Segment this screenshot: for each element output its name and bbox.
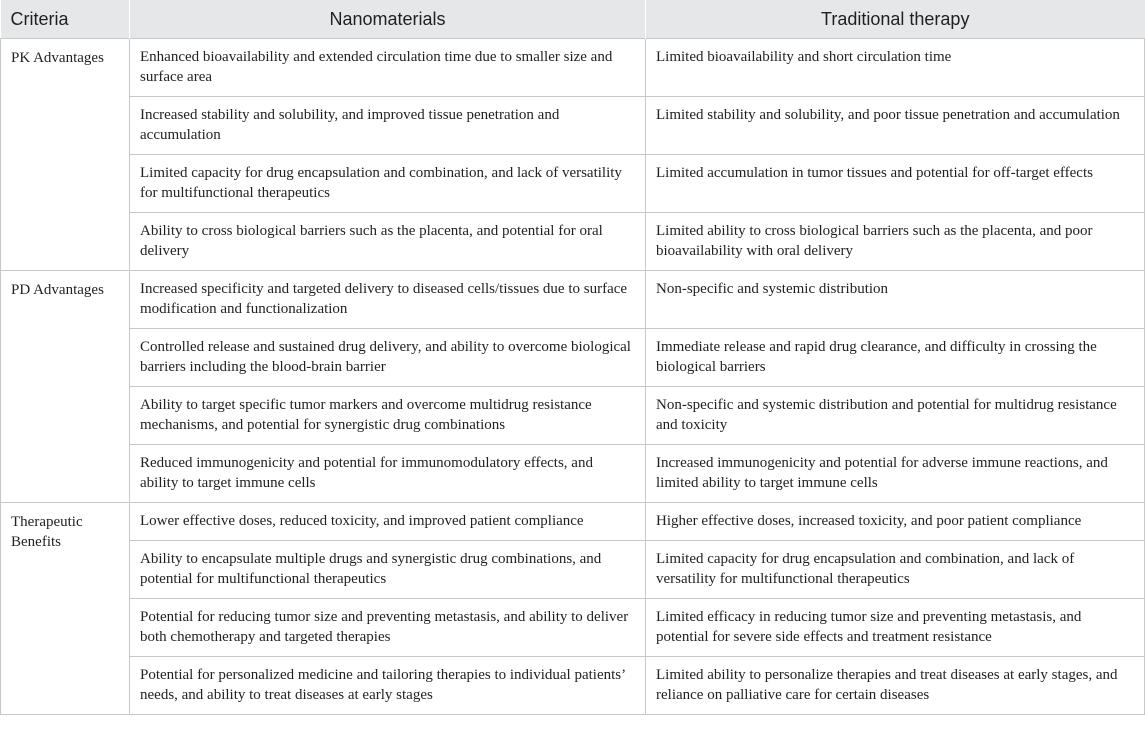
nanomaterials-cell: Potential for reducing tumor size and preventing metastasis, and ability to deliver both chemotherapy and targeted therapies bbox=[130, 598, 646, 656]
traditional-cell: Limited bioavailability and short circulation time bbox=[646, 38, 1145, 96]
nanomaterials-cell: Ability to target specific tumor markers and overcome multidrug resistance mechanisms, and potential for synergistic drug combinations bbox=[130, 386, 646, 444]
nanomaterials-cell: Ability to cross biological barriers such as the placenta, and potential for oral delivery bbox=[130, 212, 646, 270]
criteria-cell: PK Advantages bbox=[1, 38, 130, 270]
nanomaterials-cell: Enhanced bioavailability and extended circulation time due to smaller size and surface area bbox=[130, 38, 646, 96]
table-row bbox=[1, 386, 1145, 444]
nanomaterials-cell: Lower effective doses, reduced toxicity, and improved patient compliance bbox=[130, 502, 646, 540]
traditional-cell: Limited efficacy in reducing tumor size and preventing metastasis, and potential for severe side effects and treatment resistance bbox=[646, 598, 1145, 656]
traditional-cell: Non-specific and systemic distribution bbox=[646, 270, 1145, 328]
table-row bbox=[1, 598, 1145, 656]
traditional-cell: Limited accumulation in tumor tissues and potential for off-target effects bbox=[646, 154, 1145, 212]
criteria-cell: Therapeutic Benefits bbox=[1, 502, 130, 714]
header-traditional-therapy: Traditional therapy bbox=[646, 0, 1145, 38]
header-criteria: Criteria bbox=[1, 0, 130, 38]
criteria-cell: PD Advantages bbox=[1, 270, 130, 502]
table-header-row bbox=[1, 0, 1145, 38]
table-row bbox=[1, 444, 1145, 502]
traditional-cell: Limited stability and solubility, and poor tissue penetration and accumulation bbox=[646, 96, 1145, 154]
nanomaterials-cell: Increased stability and solubility, and improved tissue penetration and accumulation bbox=[130, 96, 646, 154]
table-row bbox=[1, 656, 1145, 714]
nanomaterials-cell: Limited capacity for drug encapsulation and combination, and lack of versatility for multifunctional therapeutics bbox=[130, 154, 646, 212]
table-row bbox=[1, 212, 1145, 270]
traditional-cell: Increased immunogenicity and potential for adverse immune reactions, and limited ability to target immune cells bbox=[646, 444, 1145, 502]
table-row bbox=[1, 96, 1145, 154]
traditional-cell: Limited ability to cross biological barriers such as the placenta, and poor bioavailability with oral delivery bbox=[646, 212, 1145, 270]
nanomaterials-cell: Ability to encapsulate multiple drugs and synergistic drug combinations, and potential for multifunctional therapeutics bbox=[130, 540, 646, 598]
traditional-cell: Higher effective doses, increased toxicity, and poor patient compliance bbox=[646, 502, 1145, 540]
header-nanomaterials: Nanomaterials bbox=[130, 0, 646, 38]
nanomaterials-cell: Controlled release and sustained drug delivery, and ability to overcome biological barriers including the blood-brain barrier bbox=[130, 328, 646, 386]
nanomaterials-cell: Reduced immunogenicity and potential for immunomodulatory effects, and ability to target immune cells bbox=[130, 444, 646, 502]
traditional-cell: Limited capacity for drug encapsulation and combination, and lack of versatility for multifunctional therapeutics bbox=[646, 540, 1145, 598]
table-row bbox=[1, 540, 1145, 598]
table-row bbox=[1, 270, 1145, 328]
traditional-cell: Immediate release and rapid drug clearance, and difficulty in crossing the biological barriers bbox=[646, 328, 1145, 386]
traditional-cell: Non-specific and systemic distribution and potential for multidrug resistance and toxicity bbox=[646, 386, 1145, 444]
table-row bbox=[1, 328, 1145, 386]
nanomaterials-cell: Increased specificity and targeted delivery to diseased cells/tissues due to surface modification and functionalization bbox=[130, 270, 646, 328]
table-row bbox=[1, 38, 1145, 96]
nanomaterials-cell: Potential for personalized medicine and tailoring therapies to individual patients’ needs, and ability to treat diseases at early stages bbox=[130, 656, 646, 714]
table-row bbox=[1, 154, 1145, 212]
table-row bbox=[1, 502, 1145, 540]
traditional-cell: Limited ability to personalize therapies and treat diseases at early stages, and reliance on palliative care for certain diseases bbox=[646, 656, 1145, 714]
